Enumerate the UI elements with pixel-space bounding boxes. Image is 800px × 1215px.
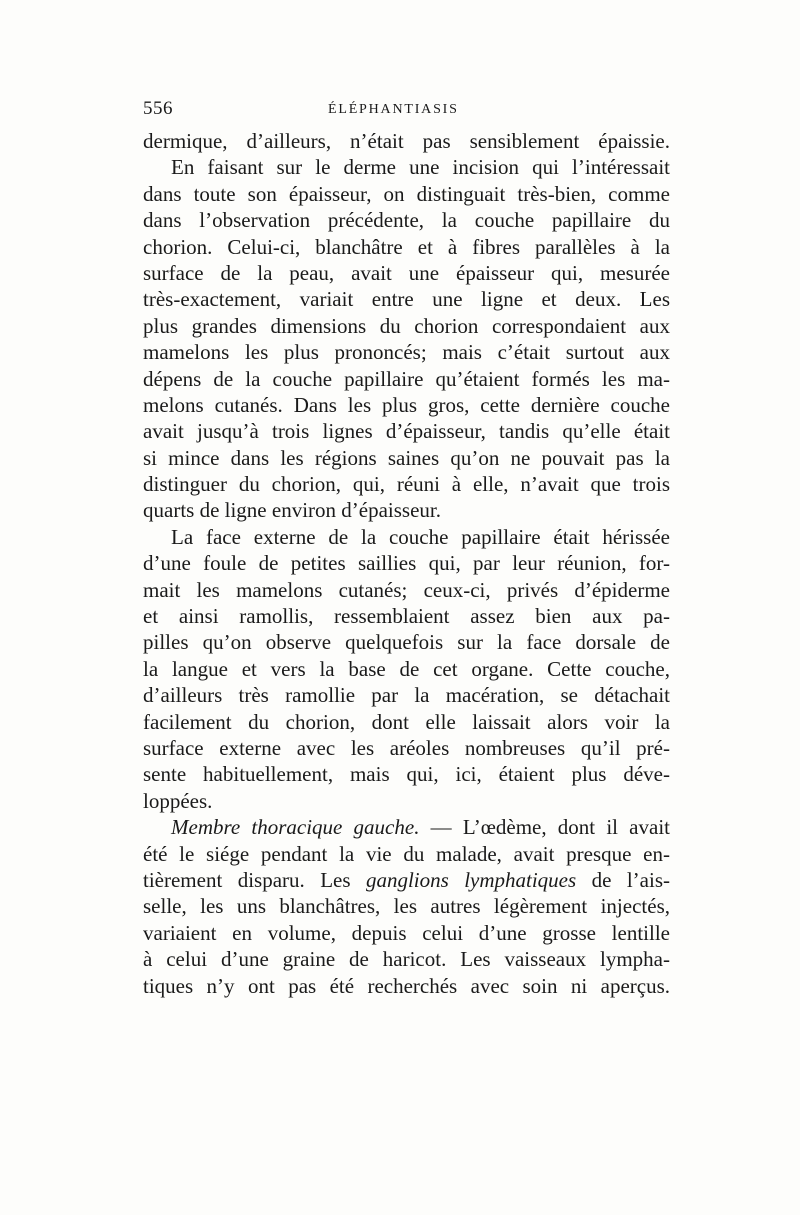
text-line: mait les mamelons cutanés; ceux-ci, privés d’épiderme	[143, 577, 670, 602]
text-run: tièrement disparu. Les	[143, 867, 366, 892]
text-line: En faisant sur le derme une incision qui l’intéressait	[171, 155, 670, 180]
text-run: de l’ais-	[576, 867, 670, 892]
text-line: été le siége pendant la vie du malade, avait presque en-	[143, 841, 670, 866]
text-line: quarts de ligne environ d’épaisseur.	[143, 498, 441, 523]
text-line: pilles qu’on observe quelquefois sur la face dorsale de	[143, 630, 670, 655]
text-line: d’une foule de petites saillies qui, par leur réunion, for-	[143, 551, 670, 576]
text-line: la langue et vers la base de cet organe. Cette couche,	[143, 656, 670, 681]
text-line: dans l’observation précédente, la couche papillaire du	[143, 208, 670, 233]
text-line: dans toute son épaisseur, on distinguait très-bien, comme	[143, 181, 670, 206]
running-title: ÉLÉPHANTIASIS	[328, 102, 459, 117]
section-heading: Membre thoracique gauche.	[171, 815, 420, 840]
text-line: d’ailleurs très ramollie par la macération, se détachait	[143, 683, 670, 708]
text-line: selle, les uns blanchâtres, les autres légèrement injectés,	[143, 894, 670, 919]
text-line	[143, 814, 670, 840]
text-line: plus grandes dimensions du chorion correspondaient aux	[143, 313, 670, 338]
text-line: dermique, d’ailleurs, n’était pas sensiblement épaissie.	[143, 129, 670, 153]
text-line: sente habituellement, mais qui, ici, étaient plus déve-	[143, 762, 670, 787]
running-head	[143, 98, 668, 122]
text-line: si mince dans les régions saines qu’on ne pouvait pas la	[143, 445, 670, 470]
text-line: loppées.	[143, 788, 213, 813]
text-line: facilement du chorion, dont elle laissait alors voir la	[143, 709, 670, 734]
text-line: très-exactement, variait entre une ligne et deux. Les	[143, 287, 670, 312]
text-line: et ainsi ramollis, ressemblaient assez bien aux pa-	[143, 604, 670, 629]
text-line: dépens de la couche papillaire qu’étaient formés les ma-	[143, 366, 670, 391]
text-line: à celui d’une graine de haricot. Les vaisseaux lympha-	[143, 947, 670, 972]
text-run: — L’œdème, dont il avait	[419, 815, 670, 840]
text-line: chorion. Celui-ci, blanchâtre et à fibres parallèles à la	[143, 234, 670, 259]
text-line: surface de la peau, avait une épaisseur qui, mesurée	[143, 260, 670, 285]
text-line: variaient en volume, depuis celui d’une grosse lentille	[143, 920, 670, 945]
italic-term: ganglions lymphatiques	[365, 867, 577, 892]
text-line: La face externe de la couche papillaire était hérissée	[171, 524, 670, 549]
text-line: tiques n’y ont pas été recherchés avec soin ni aperçus.	[143, 973, 670, 998]
text-line: mamelons les plus prononcés; mais c’était surtout aux	[143, 340, 670, 365]
page-number: 556	[143, 98, 173, 119]
text-line: surface externe avec les aréoles nombreuses qu’il pré-	[143, 735, 670, 760]
text-line	[143, 867, 670, 893]
text-line: distinguer du chorion, qui, réuni à elle, n’avait que trois	[143, 472, 670, 497]
text-line: melons cutanés. Dans les plus gros, cette dernière couche	[143, 392, 670, 417]
text-line: avait jusqu’à trois lignes d’épaisseur, tandis qu’elle était	[143, 419, 670, 444]
body-text	[143, 128, 670, 999]
